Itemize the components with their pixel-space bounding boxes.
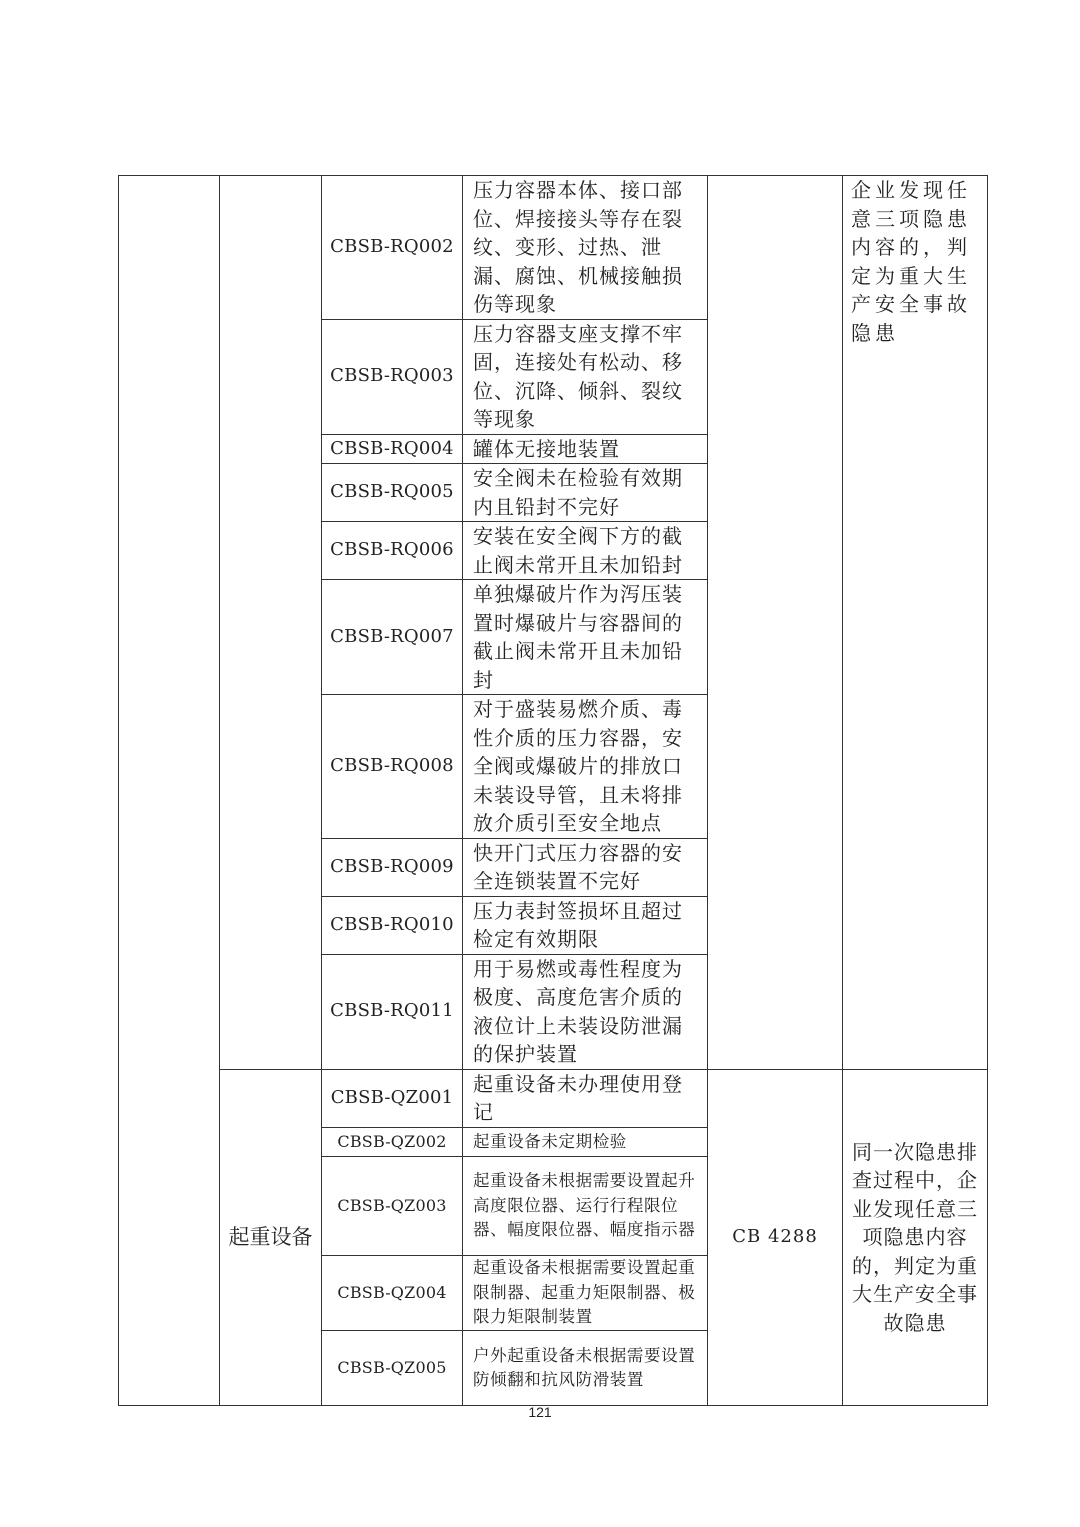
hazard-code: CBSB-RQ004 xyxy=(322,434,463,464)
hazard-code: CBSB-RQ002 xyxy=(322,176,463,320)
hazard-description: 压力容器支座支撑不牢固，连接处有松动、移位、沉降、倾斜、裂纹等现象 xyxy=(463,319,708,434)
table-row xyxy=(119,176,988,320)
hazard-description: 安全阀未在检验有效期内且铅封不完好 xyxy=(463,464,708,522)
standard-reference: CB 4288 xyxy=(708,1069,843,1406)
hazard-description: 户外起重设备未根据需要设置防倾翻和抗风防滑装置 xyxy=(463,1331,708,1406)
judgment-criteria: 同一次隐患排查过程中，企业发现任意三项隐患内容的，判定为重大生产安全事故隐患 xyxy=(843,1069,988,1406)
hazard-description: 起重设备未定期检验 xyxy=(463,1127,708,1157)
hazard-table xyxy=(118,175,988,1406)
hazard-description: 起重设备未办理使用登记 xyxy=(463,1069,708,1127)
hazard-description: 单独爆破片作为泻压装置时爆破片与容器间的截止阀未常开且未加铅封 xyxy=(463,580,708,695)
hazard-description: 罐体无接地装置 xyxy=(463,434,708,464)
judgment-criteria: 企业发现任意三项隐患内容的，判定为重大生产安全事故隐患 xyxy=(843,176,988,1070)
page-number: 121 xyxy=(528,1404,552,1420)
hazard-code: CBSB-RQ003 xyxy=(322,319,463,434)
hazard-description: 起重设备未根据需要设置起升高度限位器、运行行程限位器、幅度限位器、幅度指示器 xyxy=(463,1157,708,1256)
hazard-code: CBSB-QZ004 xyxy=(322,1256,463,1331)
hazard-code: CBSB-RQ011 xyxy=(322,954,463,1069)
hazard-description: 快开门式压力容器的安全连锁装置不完好 xyxy=(463,838,708,896)
hazard-code: CBSB-RQ010 xyxy=(322,896,463,954)
hazard-description: 对于盛装易燃介质、毒性介质的压力容器，安全阀或爆破片的排放口未装设导管，且未将排放介质引至安全地点 xyxy=(463,695,708,839)
hazard-code: CBSB-RQ007 xyxy=(322,580,463,695)
hazard-code: CBSB-QZ003 xyxy=(322,1157,463,1256)
hazard-code: CBSB-RQ009 xyxy=(322,838,463,896)
hazard-code: CBSB-QZ001 xyxy=(322,1069,463,1127)
blank-cell-col1 xyxy=(119,176,220,1406)
hazard-description: 安装在安全阀下方的截止阀未常开且未加铅封 xyxy=(463,522,708,580)
hazard-code: CBSB-RQ005 xyxy=(322,464,463,522)
hazard-description: 用于易燃或毒性程度为极度、高度危害介质的液位计上未装设防泄漏的保护装置 xyxy=(463,954,708,1069)
equipment-category: 起重设备 xyxy=(220,1069,322,1406)
hazard-code: CBSB-QZ002 xyxy=(322,1127,463,1157)
table-row xyxy=(119,1069,988,1127)
blank-standard-cell xyxy=(708,176,843,1070)
blank-category-cell xyxy=(220,176,322,1070)
hazard-description: 压力容器本体、接口部位、焊接接头等存在裂纹、变形、过热、泄漏、腐蚀、机械接触损伤等现象 xyxy=(463,176,708,320)
hazard-description: 压力表封签损坏且超过检定有效期限 xyxy=(463,896,708,954)
hazard-code: CBSB-RQ006 xyxy=(322,522,463,580)
hazard-description: 起重设备未根据需要设置起重限制器、起重力矩限制器、极限力矩限制装置 xyxy=(463,1256,708,1331)
hazard-code: CBSB-QZ005 xyxy=(322,1331,463,1406)
hazard-code: CBSB-RQ008 xyxy=(322,695,463,839)
